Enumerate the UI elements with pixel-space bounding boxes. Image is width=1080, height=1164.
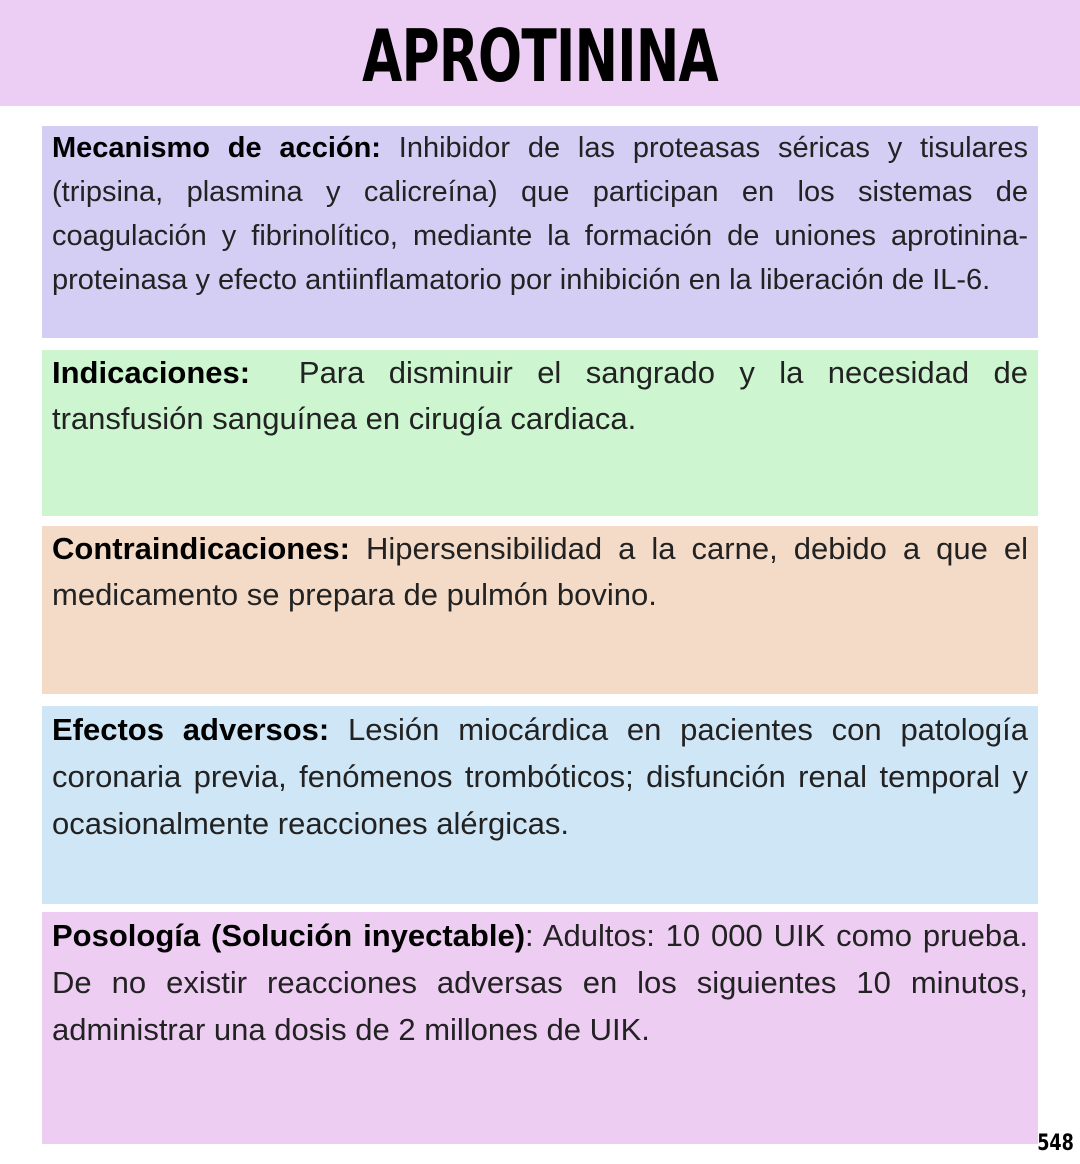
section-contraindicaciones-text: Hipersensibilidad a la carne, debido a que el medicamento se prepara de pulmón bovino. bbox=[52, 531, 1028, 612]
section-mecanismo bbox=[42, 126, 1038, 338]
page-number: 548 bbox=[1037, 1131, 1074, 1156]
section-posologia-text: : Adultos: 10 000 UIK como prueba. De no existir reacciones adversas en los siguientes 10 minutos, administrar una dosis de 2 millones de UIK. bbox=[52, 918, 1028, 1047]
section-indicaciones-body bbox=[52, 350, 1037, 442]
section-contraindicaciones-body bbox=[52, 526, 1028, 618]
section-mecanismo-label: Mecanismo de acción: bbox=[52, 132, 381, 164]
section-contraindicaciones bbox=[42, 526, 1038, 694]
page-title: APROTININA bbox=[362, 14, 718, 98]
section-efectos-body bbox=[52, 706, 1028, 847]
section-contraindicaciones-label: Contraindicaciones: bbox=[52, 531, 350, 566]
section-mecanismo-body bbox=[52, 126, 1028, 302]
header-banner bbox=[0, 0, 1080, 106]
section-posologia-label: Posología (Solución inyectable) bbox=[52, 918, 526, 953]
section-indicaciones-text: Para disminuir el sangrado y la necesidad de transfusión sanguínea en cirugía cardiaca. bbox=[52, 355, 1037, 436]
section-indicaciones bbox=[42, 350, 1038, 516]
section-posologia bbox=[42, 912, 1038, 1144]
section-efectos-adversos bbox=[42, 706, 1038, 904]
section-efectos-text: Lesión miocárdica en pacientes con patología coronaria previa, fenómenos trombóticos; disfunción renal temporal y ocasionalmente reacciones alérgicas. bbox=[52, 712, 1028, 841]
section-indicaciones-label: Indicaciones: bbox=[52, 355, 251, 390]
section-posologia-body bbox=[52, 912, 1028, 1053]
section-mecanismo-text: Inhibidor de las proteasas séricas y tisulares (tripsina, plasmina y calicreína) que participan en los sistemas de coagulación y fibrinolítico, mediante la formación de uniones aprotinina-proteinasa y efecto antiinflamatorio por inhibición en la liberación de IL-6. bbox=[52, 132, 1028, 296]
section-efectos-label: Efectos adversos: bbox=[52, 712, 330, 747]
